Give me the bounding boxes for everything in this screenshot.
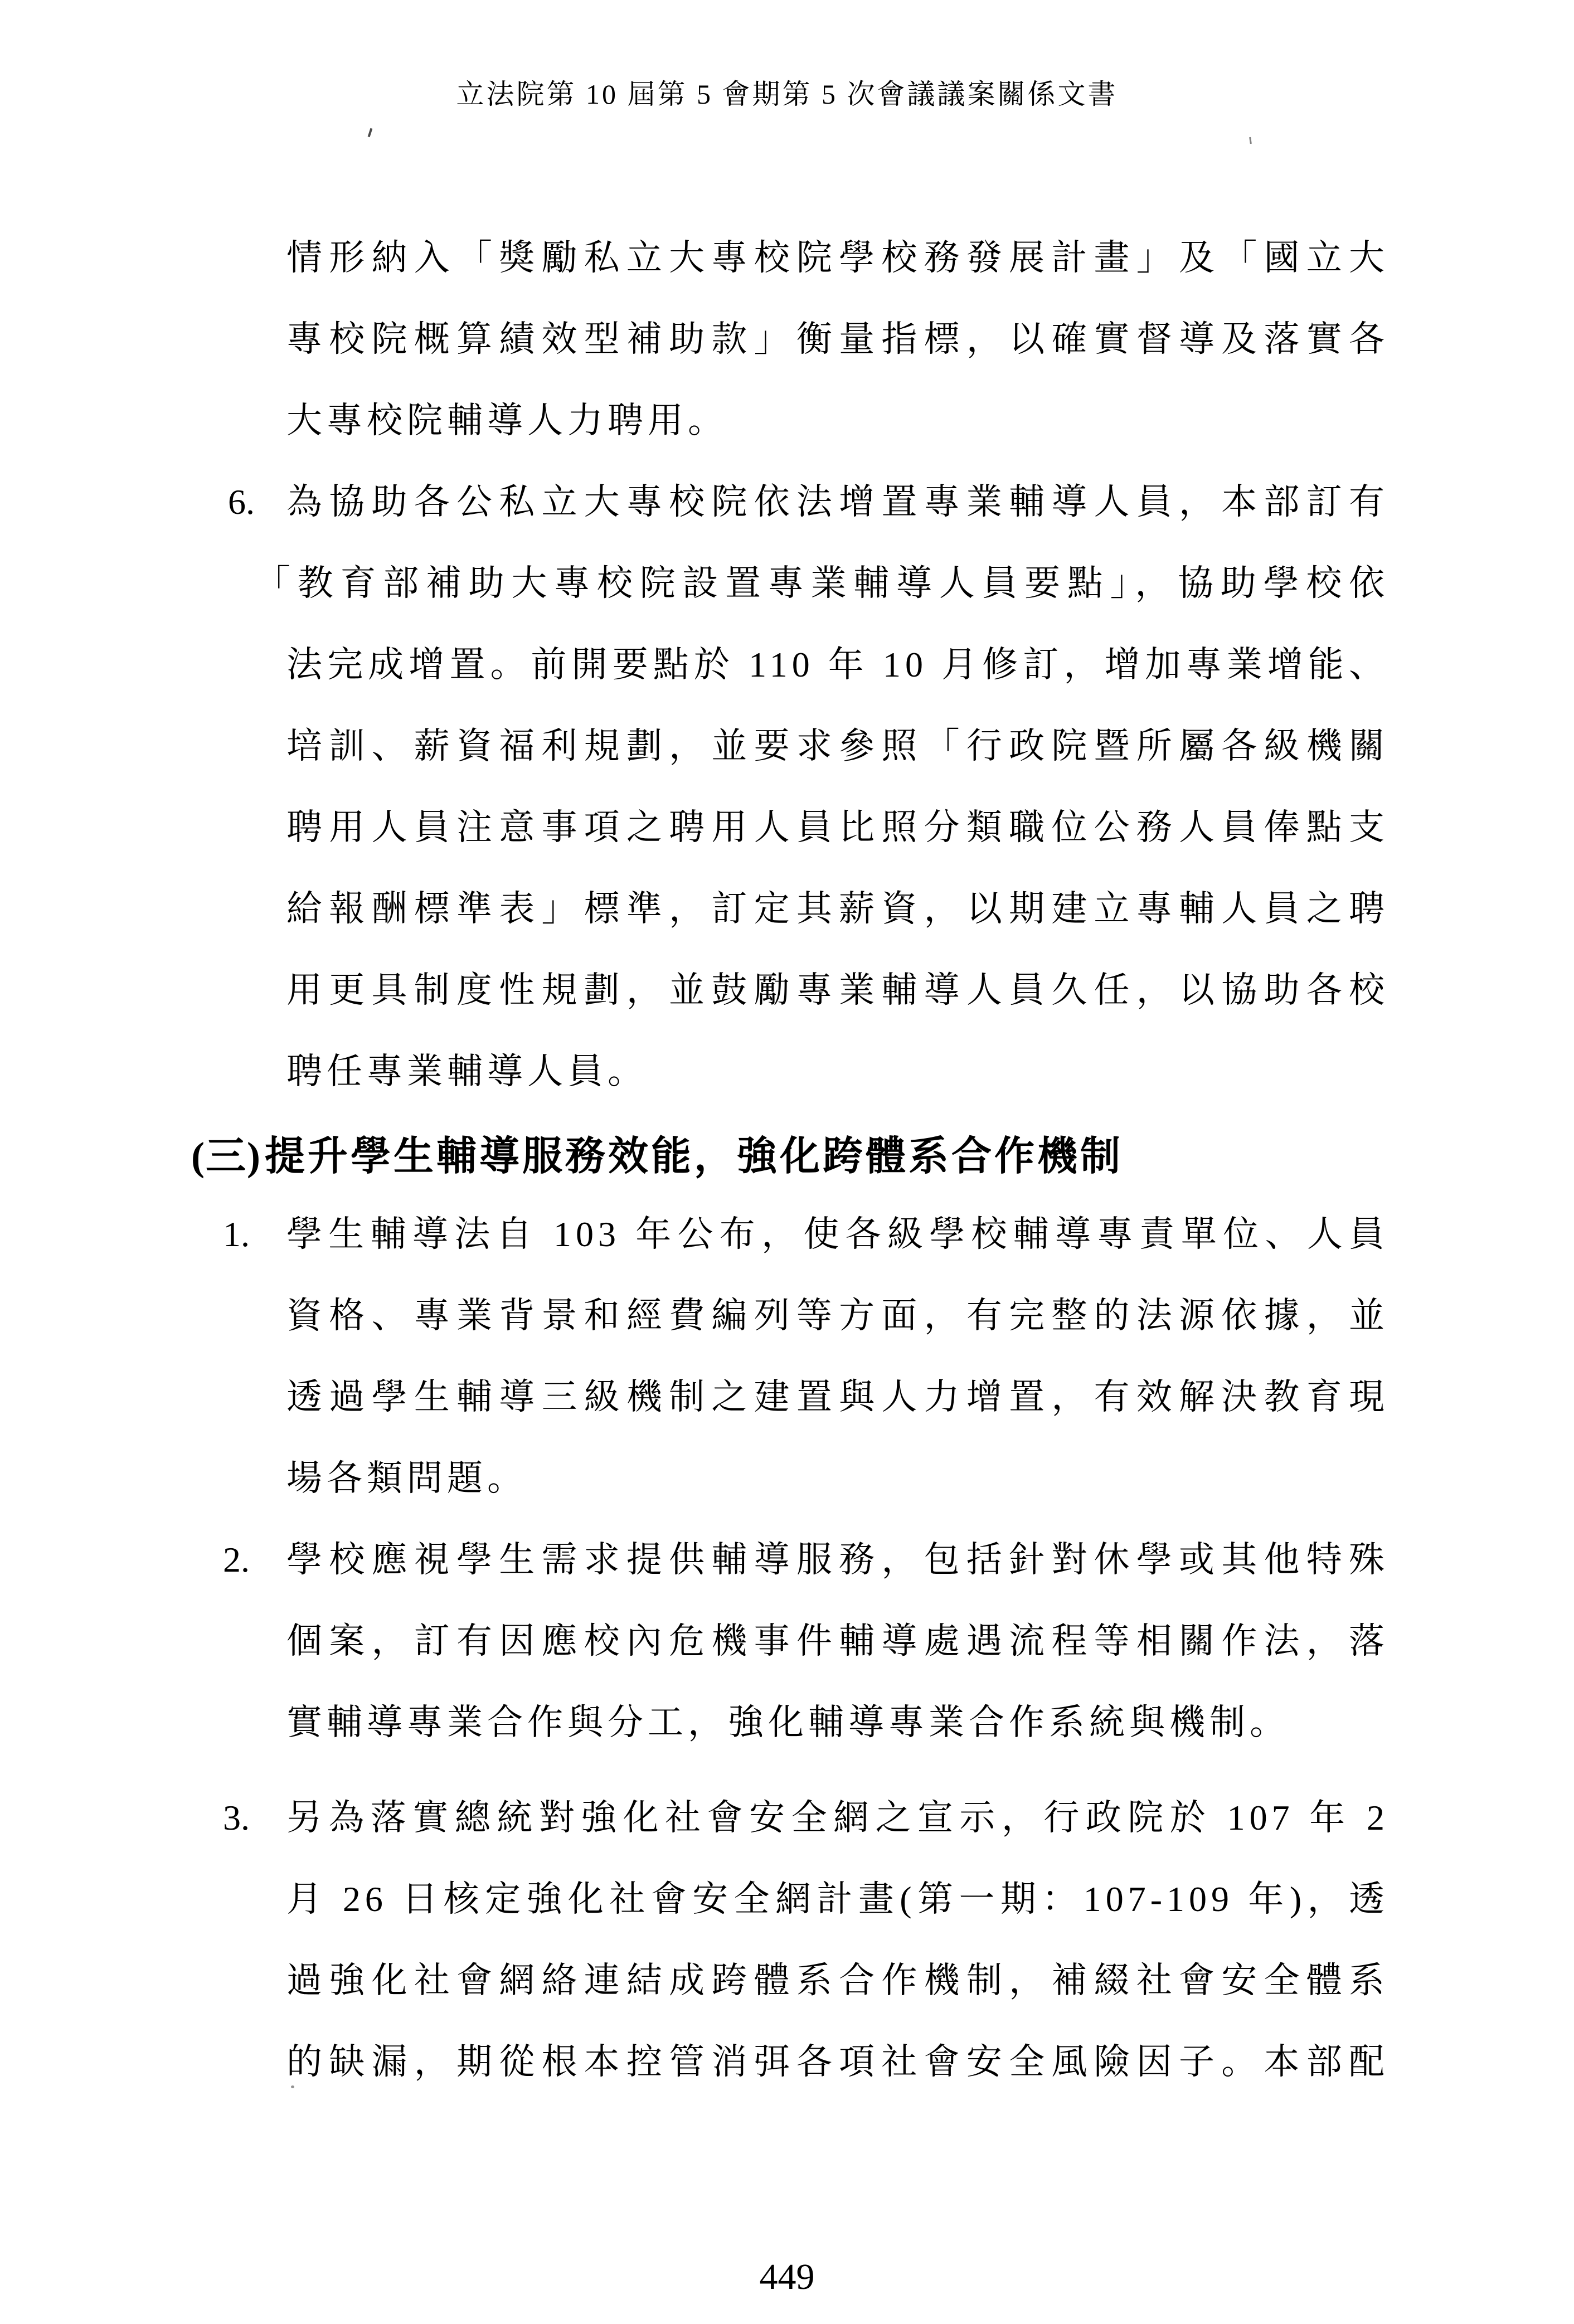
page-number: 449 bbox=[759, 2257, 815, 2297]
scan-artifact bbox=[1249, 137, 1252, 144]
scan-artifact bbox=[368, 128, 373, 137]
text-line: 過強化社會網絡連結成跨體系合作機制，補綴社會安全體系 bbox=[286, 1961, 1389, 2000]
text-line: 為協助各公私立大專校院依法增置專業輔導人員，本部訂有 bbox=[286, 482, 1389, 522]
section-heading bbox=[191, 1115, 1123, 1198]
text-line: 實輔導專業合作與分工，強化輔導專業合作系統與機制。 bbox=[286, 1703, 1290, 1742]
text-line: 學校應視學生需求提供輔導服務，包括針對休學或其他特殊 bbox=[286, 1540, 1389, 1579]
numbered-item-3 bbox=[223, 1777, 1389, 2103]
text-line: 聘用人員注意事項之聘用人員比照分類職位公務人員俸點支 bbox=[286, 808, 1389, 847]
text-line: 給報酬標準表」標準，訂定其薪資，以期建立專輔人員之聘 bbox=[286, 889, 1389, 928]
text-line: 資格、專業背景和經費編列等方面，有完整的法源依據，並 bbox=[286, 1296, 1389, 1335]
text-line: 個案，訂有因應校內危機事件輔導處遇流程等相關作法，落 bbox=[286, 1621, 1389, 1661]
text-line: 用更具制度性規劃，並鼓勵專業輔導人員久任，以協助各校 bbox=[286, 970, 1389, 1010]
text-line: 的缺漏，期從根本控管消弭各項社會安全風險因子。本部配 bbox=[286, 2042, 1389, 2082]
text-line: 「教育部補助大專校院設置專業輔導人員要點」，協助學校依 bbox=[255, 563, 1389, 603]
text-line: 大專校院輔導人力聘用。 bbox=[286, 401, 728, 440]
text-line: 學生輔導法自 103 年公布，使各級學校輔導專責單位、人員 bbox=[286, 1214, 1389, 1254]
text-line: 情形納入「獎勵私立大專校院學校務發展計畫」及「國立大 bbox=[286, 238, 1389, 278]
text-line: 聘任專業輔導人員。 bbox=[286, 1052, 648, 1091]
section-title: 提升學生輔導服務效能，強化跨體系合作機制 bbox=[264, 1134, 1123, 1179]
item-number: 1. bbox=[223, 1214, 250, 1254]
text-line: 透過學生輔導三級機制之建置與人力增置，有效解決教育現 bbox=[286, 1377, 1389, 1417]
numbered-item-6 bbox=[228, 461, 1389, 1112]
text-line: 專校院概算績效型補助款」衡量指標，以確實督導及落實各 bbox=[286, 319, 1389, 359]
text-line: 培訓、薪資福利規劃，並要求參照「行政院暨所屬各級機關 bbox=[286, 726, 1389, 766]
item-number: 6. bbox=[228, 482, 255, 522]
section-number: (三) bbox=[191, 1134, 261, 1179]
numbered-item-2 bbox=[223, 1519, 1389, 1763]
text-line: 月 26 日核定強化社會安全網計畫(第一期：107-109 年)，透 bbox=[286, 1879, 1389, 1919]
text-line: 另為落實總統對強化社會安全網之宣示，行政院於 107 年 2 bbox=[286, 1798, 1389, 1837]
text-line: 場各類問題。 bbox=[286, 1458, 527, 1498]
item-number: 2. bbox=[223, 1540, 250, 1579]
paragraph-continuation bbox=[286, 217, 1389, 461]
document-header: 立法院第 10 屆第 5 會期第 5 次會議議案關係文書 bbox=[456, 79, 1118, 110]
numbered-item-1 bbox=[223, 1194, 1389, 1519]
item-number: 3. bbox=[223, 1798, 250, 1837]
text-line: 法完成增置。前開要點於 110 年 10 月修訂，增加專業增能、 bbox=[286, 645, 1389, 684]
